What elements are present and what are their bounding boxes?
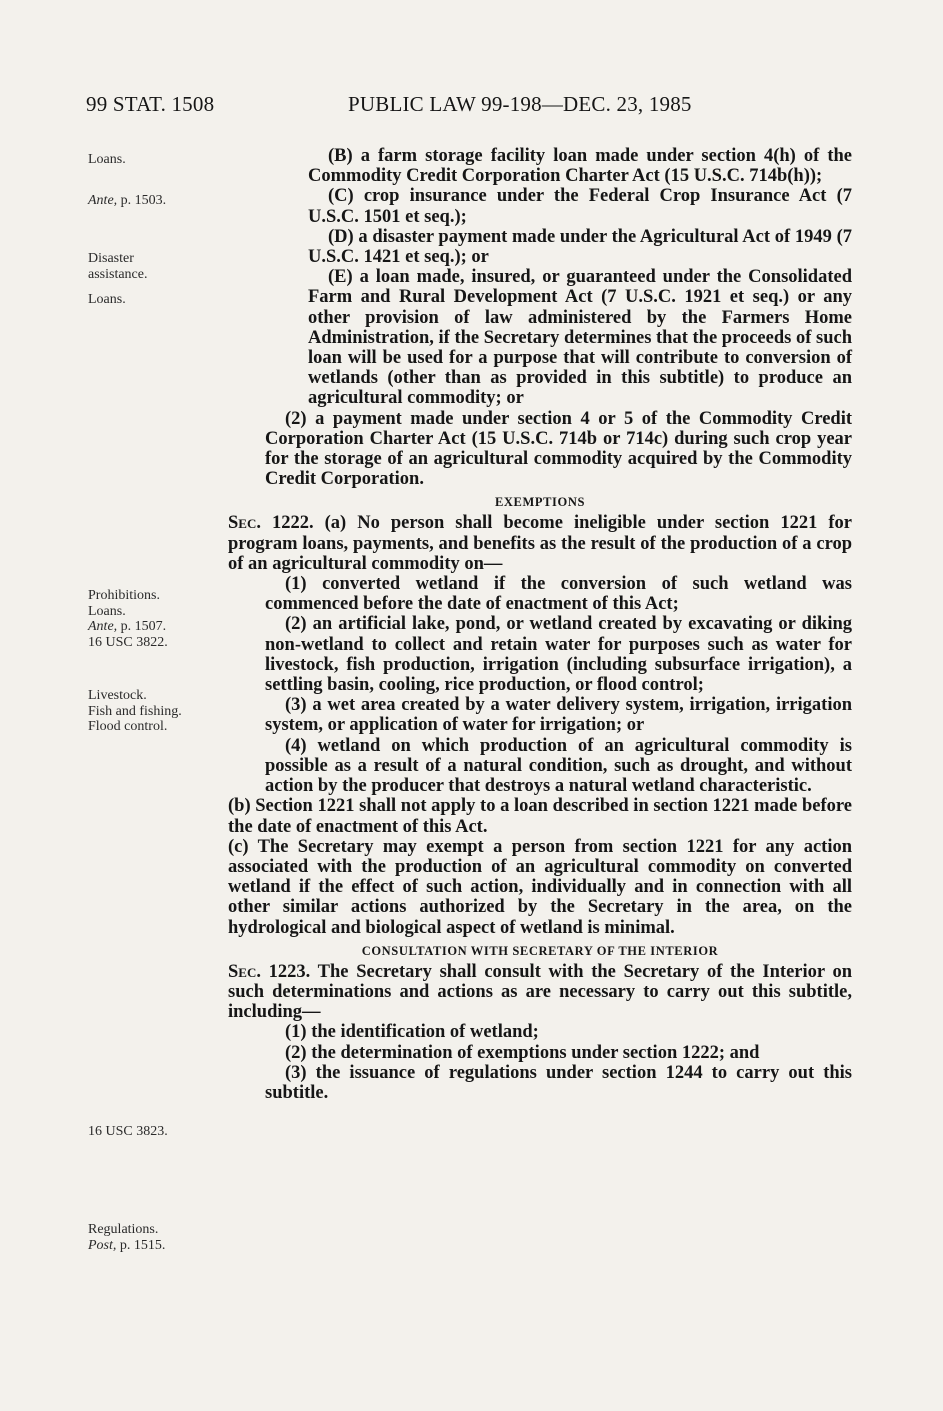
exemption-1: (1) converted wetland if the conversion of such wetland was commenced before the date of enactment of this Act; (265, 574, 852, 615)
margin-note-livestock: Livestock. Fish and fishing. Flood control. (88, 688, 182, 734)
paragraph-2: (2) a payment made under section 4 or 5 of the Commodity Credit Corporation Charter Act (15 U.S.C. 714b or 714c) during such crop year for the storage of an agricultural commodity acquired by the Commodity Credit Corporation. (265, 408, 852, 490)
clause-e: (E) a loan made, insured, or guaranteed under the Consolidated Farm and Rural Development Act (7 U.S.C. 1921 et seq.) or any other provision of law administered by the Farmers Home Administration, if the Secretary determines that the proceeds of such loan will be used for a purpose that will contribute to conversion of wetlands (other than as provided in this subtitle) to produce an agricultural commodity; or (308, 267, 852, 409)
clause-c: (C) crop insurance under the Federal Crop Insurance Act (7 U.S.C. 1501 et seq.); (308, 186, 852, 227)
heading-consultation: CONSULTATION WITH SECRETARY OF THE INTERIOR (361, 943, 719, 958)
section-1222-a: Sec. 1222. (a) No person shall become ineligible under section 1221 for program loans, payments, and benefits as the result of the production of a crop of an agricultural commodity on— (228, 513, 852, 574)
consult-item-3: (3) the issuance of regulations under section 1244 to carry out this subtitle. (265, 1062, 852, 1103)
section-1222-c: (c) The Secretary may exempt a person from section 1221 for any action associated with the production of an agricultural commodity on converted wetland if the effect of such action, individually and in connection with all other similar actions authorized by the Secretary in the area, on the hydrological and biological aspect of wetland is minimal. (228, 836, 852, 938)
consult-item-2: (2) the determination of exemptions under section 1222; and (285, 1042, 760, 1063)
margin-note-loans-2: Loans. (88, 292, 126, 307)
margin-note-prohibitions: Prohibitions. Loans. Ante, p. 1507. 16 USC 3822. (88, 588, 168, 650)
margin-note-disaster: Disaster assistance. (88, 251, 148, 282)
heading-exemptions: EXEMPTIONS (494, 495, 586, 510)
section-1223: Sec. 1223. The Secretary shall consult with the Secretary of the Interior on such determinations and actions as are necessary to carry out this subtitle, including— (228, 961, 852, 1023)
clause-d: (D) a disaster payment made under the Agricultural Act of 1949 (7 U.S.C. 1421 et seq.); or (308, 226, 852, 268)
margin-note-usc3823: 16 USC 3823. (88, 1124, 168, 1139)
margin-note-ante: Ante, p. 1503. (88, 193, 167, 208)
consult-item-1: (1) the identification of wetland; (285, 1022, 539, 1043)
running-title: PUBLIC LAW 99-198—DEC. 23, 1985 (348, 92, 692, 116)
margin-note-regulations: Regulations. Post, p. 1515. (88, 1222, 166, 1253)
clause-b: (B) a farm storage facility loan made under section 4(h) of the Commodity Credit Corporation Charter Act (15 U.S.C. 714b(h)); (308, 146, 852, 187)
statute-page-number: 99 STAT. 1508 (86, 92, 215, 116)
exemption-4: (4) wetland on which production of an agricultural commodity is possible as a result of a natural condition, such as drought, and without action by the producer that destroys a natural wetland characteristic. (265, 735, 852, 797)
section-1222-b: (b) Section 1221 shall not apply to a loan described in section 1221 made before the date of enactment of this Act. (228, 796, 852, 837)
statute-body (228, 146, 852, 1103)
exemption-3: (3) a wet area created by a water delivery system, irrigation, irrigation system, or application of water for irrigation; or (265, 695, 852, 736)
page-header (86, 92, 846, 122)
exemption-2: (2) an artificial lake, pond, or wetland created by excavating or diking non-wetland to collect and retain water for purposes such as water for livestock, fish production, irrigation (including subsurface irrigation), a settling basin, cooling, rice production, or flood control; (265, 614, 852, 696)
margin-note-loans: Loans. (88, 152, 126, 167)
